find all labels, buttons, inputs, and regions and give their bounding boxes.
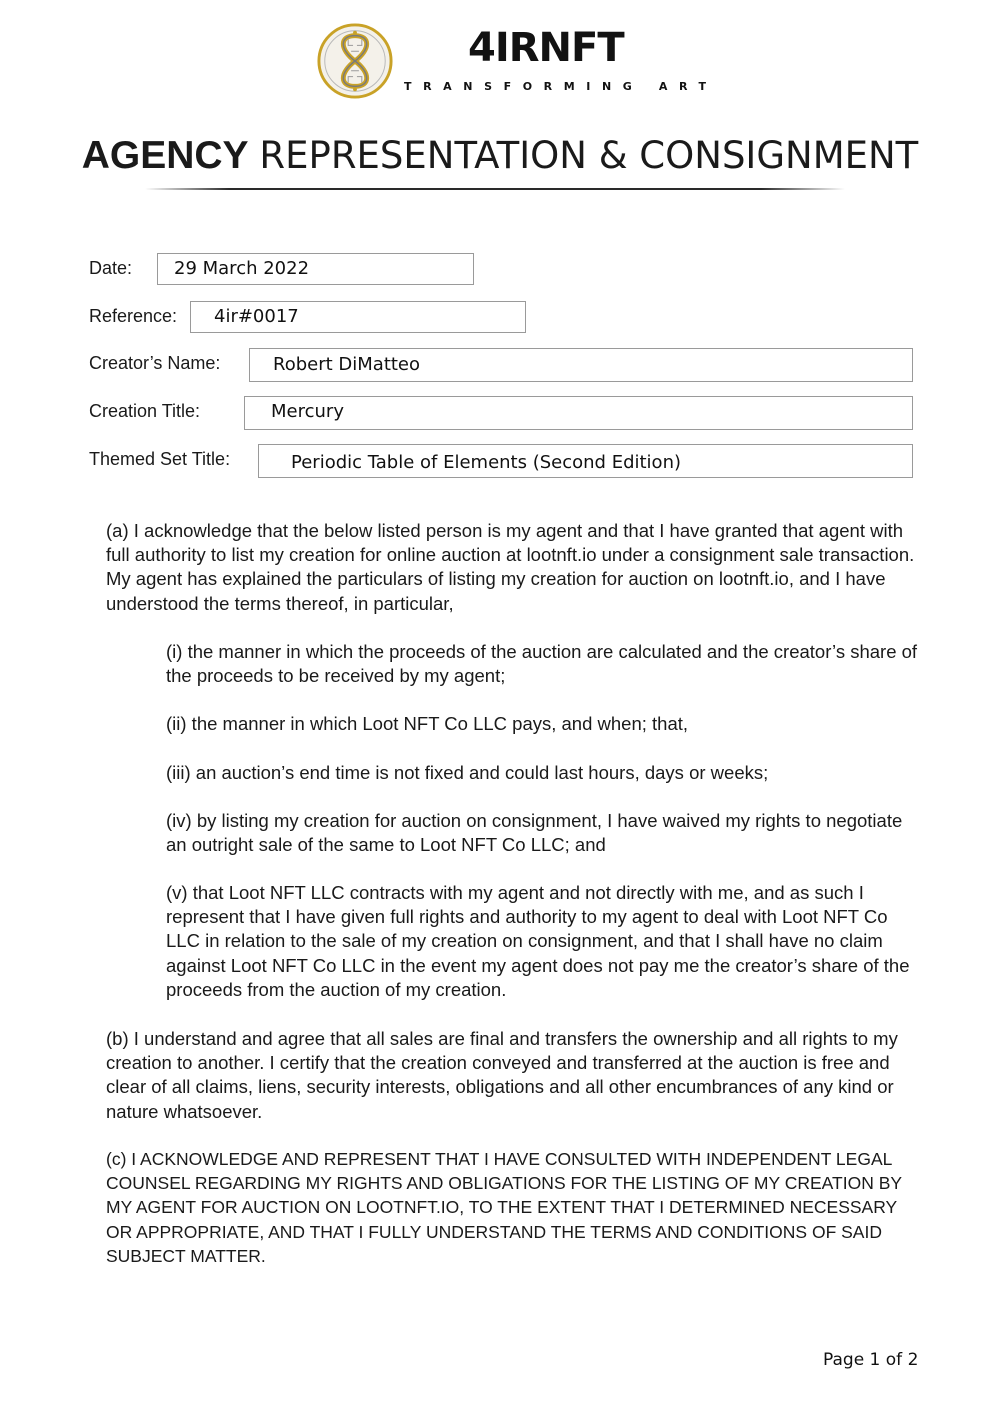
clause-iv: (iv) by listing my creation for auction on consignment, I have waived my rights to negotiate an outright sale of the same to Loot NFT Co LLC; and — [166, 810, 903, 856]
document-title — [0, 134, 1000, 179]
themed-set-label: Themed Set Title: — [89, 449, 231, 469]
clause-ii: (ii) the manner in which Loot NFT Co LLC pays, and when; that, — [166, 713, 689, 734]
date-field[interactable]: 29 March 2022 — [157, 253, 474, 285]
themed-set-field[interactable]: Periodic Table of Elements (Second Edition) — [258, 444, 913, 478]
reference-label: Reference: — [89, 306, 178, 326]
creator-name-field[interactable]: Robert DiMatteo — [249, 348, 913, 382]
clause-b: (b) I understand and agree that all sales are final and transfers the ownership and all rights to my creation to another. I certify that the creation conveyed and transferred at the auction is free and clear of all claims, liens, security interests, obligations and all other encumbrances of any kind or nature whatsoever. — [106, 1028, 898, 1122]
clause-a: (a) I acknowledge that the below listed person is my agent and that I have granted that agent with full authority to list my creation for online auction at lootnft.io under a consignment sale transaction. My agent has explained the particulars of listing my creation for auction on lootnft.io, and I have understood the terms thereof, in particular, — [106, 520, 915, 614]
date-label: Date: — [89, 258, 133, 278]
creation-title-field[interactable]: Mercury — [244, 396, 913, 430]
title-strong: AGENCY — [81, 134, 249, 177]
page-number: Page 1 of 2 — [823, 1350, 919, 1370]
brand-tagline: TRANSFORMING ART — [404, 80, 718, 93]
clause-c: (c) I ACKNOWLEDGE AND REPRESENT THAT I HAVE CONSULTED WITH INDEPENDENT LEGAL COUNSEL REGARDING MY RIGHTS AND OBLIGATIONS FOR THE LISTING OF MY CREATION BY MY AGENT FOR AUCTION ON LOOTNFT.IO, TO THE EXTENT THAT I DETERMINED NECESSARY OR APPROPRIATE, AND THAT I FULLY UNDERSTAND THE TERMS AND CONDITIONS OF SAID SUBJECT MATTER. — [106, 1149, 902, 1266]
reference-field[interactable]: 4ir#0017 — [190, 301, 526, 333]
title-divider — [145, 188, 845, 190]
clause-v: (v) that Loot NFT LLC contracts with my agent and not directly with me, and as such I represent that I have given full rights and authority to my agent to deal with Loot NFT Co LLC in relation to the sale of my creation on consignment, and that I shall have no claim against Loot NFT Co LLC in the event my agent does not pay me the creator’s share of the proceeds from the auction of my creation. — [166, 882, 910, 1000]
infinity-circuit-logo-icon — [316, 22, 394, 100]
creation-title-label: Creation Title: — [89, 401, 201, 421]
title-rest: REPRESENTATION & CONSIGNMENT — [259, 134, 919, 177]
clause-iii: (iii) an auction’s end time is not fixed and could last hours, days or weeks; — [166, 762, 769, 783]
creator-name-label: Creator’s Name: — [89, 353, 221, 373]
clause-i: (i) the manner in which the proceeds of the auction are calculated and the creator’s share of the proceeds to be received by my agent; — [166, 641, 918, 687]
brand-name: 4IRNFT — [468, 25, 624, 71]
